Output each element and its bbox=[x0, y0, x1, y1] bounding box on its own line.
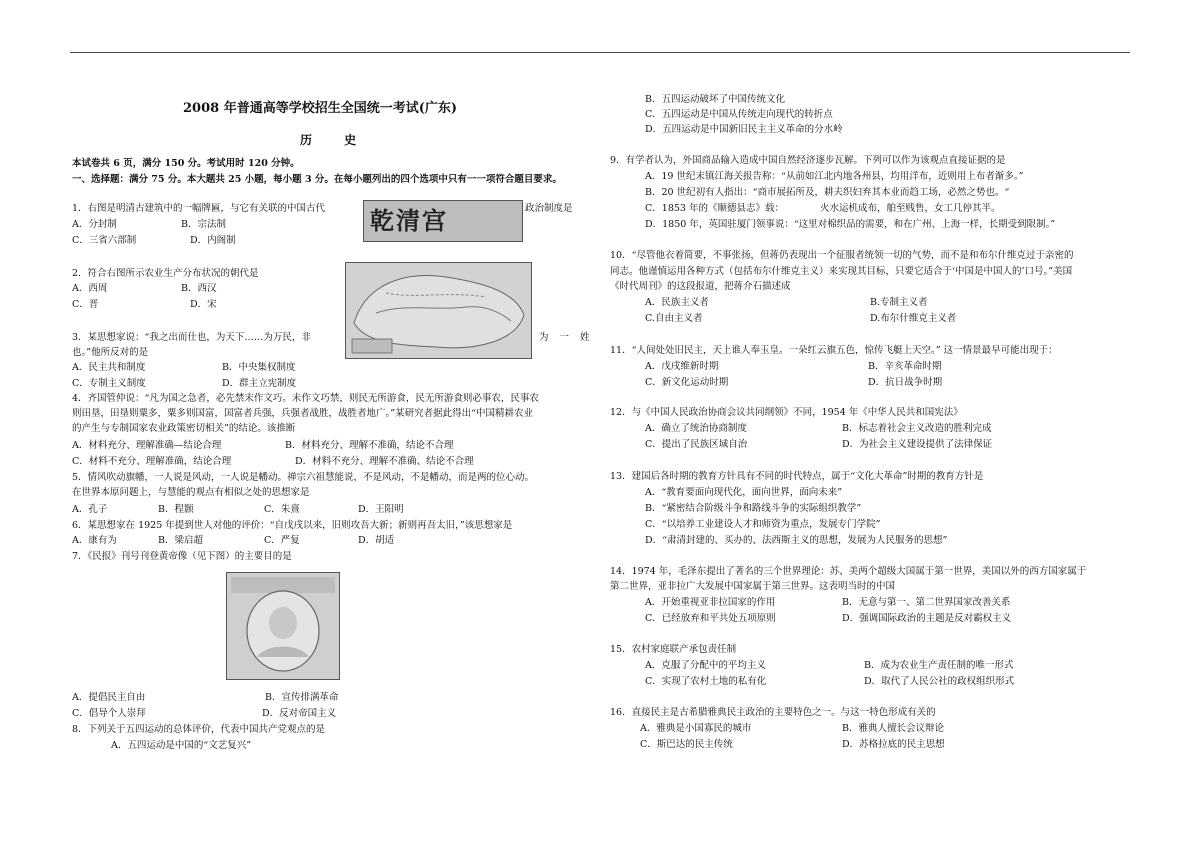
q14-stem-line1: 14．1974 年，毛泽东提出了著名的三个世界理论：苏、美两个超级大国属于第一世界，美国以外的西方国家属于 bbox=[610, 566, 1087, 577]
yellow-emperor-portrait-image bbox=[226, 572, 340, 680]
q5-stem-line1: 5．情风吹动旗幡，一人说是风动，一人说是幡动。禅宗六祖慧能说，不是风动，不是幡动，而是两的位心动。 bbox=[72, 472, 535, 483]
q10-option-c: C.自由主义者 bbox=[645, 313, 703, 324]
q2-option-b: B．西汉 bbox=[181, 283, 217, 294]
q15-option-a: A．克服了分配中的平均主义 bbox=[645, 660, 766, 671]
header-rule bbox=[70, 52, 1130, 53]
q4-option-b: B．材料充分、理解不准确，结论不合理 bbox=[285, 440, 454, 451]
q11-option-c: C．新文化运动时期 bbox=[645, 377, 729, 388]
q16-option-a: A．雅典是小国寡民的城市 bbox=[640, 723, 752, 734]
q3-option-d: D．群主立宪制度 bbox=[222, 378, 297, 389]
q3-stem-tail: 为 一 姓 bbox=[539, 332, 590, 343]
q16-option-b: B．雅典人擅长会议辩论 bbox=[842, 723, 944, 734]
q7-option-d: D．反对帝国主义 bbox=[262, 708, 337, 719]
q3-stem: 3．某思想家说：“我之出而仕也，为天下……为万民，非 bbox=[72, 332, 311, 343]
q13-option-b: B．“紧密结合阶级斗争和路线斗争的实际组织教学” bbox=[645, 503, 862, 514]
q7-option-b: B．宣传排满革命 bbox=[265, 692, 339, 703]
q1-option-b: B．宗法制 bbox=[181, 219, 226, 230]
q15-stem: 15．农村家庭联产承包责任制 bbox=[610, 644, 737, 655]
q16-option-d: D．苏格拉底的民主思想 bbox=[842, 739, 945, 750]
q2-option-d: D．宋 bbox=[190, 299, 217, 310]
q3-stem-end: 也。”他所反对的是 bbox=[72, 347, 149, 358]
q4-option-a: A．材料充分、理解准确—结论合理 bbox=[72, 440, 222, 451]
plaque-image bbox=[363, 200, 523, 242]
q9-option-d: D．1850 年，英国驻厦门领事说：“这里对棉织品的需要，和在广州、上海一样，长期受到限制。” bbox=[645, 219, 1056, 230]
q2-stem: 2．符合右图所示农业生产分布状况的朝代是 bbox=[72, 268, 259, 279]
exam-title: 2008 年普通高等学校招生全国统一考试(广东) bbox=[183, 101, 458, 116]
q11-option-a: A．戊戌维新时期 bbox=[645, 361, 719, 372]
q3-option-b: B．中央集权制度 bbox=[222, 362, 296, 373]
q11-stem: 11．“人间处处旧民主，天上谁人奉玉皇。一朵红云旗五色，惊传飞艇上天空。” 这一情景最早可能出现于： bbox=[610, 345, 1058, 356]
q4-stem-line3: 的产生与专制国家农业政策密切相关”的结论。该推断 bbox=[72, 423, 296, 434]
q12-option-a: A．确立了统治协商制度 bbox=[645, 423, 747, 434]
q9-option-a: A．19 世纪末镇江海关报告称：“从前如江北内地各州县，均用洋布，近则用上布者渐多。” bbox=[645, 171, 1024, 182]
q7-stem: 7．《民报》刊号刊登黄帝像（见下图）的主要目的是 bbox=[72, 551, 292, 562]
q10-option-d: D.布尔什维克主义者 bbox=[870, 313, 957, 324]
q14-option-b: B．无意与第一、第二世界国家改善关系 bbox=[842, 597, 1011, 608]
q10-stem-line3: 《时代周刊》的这段报道，把蒋介石描述成 bbox=[610, 281, 791, 292]
subject-title: 历 史 bbox=[300, 133, 371, 147]
q14-option-a: A．开始重视亚非拉国家的作用 bbox=[645, 597, 776, 608]
q13-option-a: A．“教育要面向现代化，面向世界，面向未来” bbox=[645, 487, 843, 498]
q1-stem-tail: 政治制度是 bbox=[525, 203, 573, 214]
q14-option-c: C．已经放弃和平共处五项原则 bbox=[645, 613, 776, 624]
q10-stem-line2: 同志。他谨慎运用各种方式（包括布尔什维克主义）来实现其目标，只要它适合于‘中国是中国人的’口号。”美国 bbox=[610, 266, 1073, 277]
q4-stem-line1: 4．齐国管仲说：“凡为国之急者，必先禁末作文巧。未作文巧禁，则民无所游食，民无所游食则必事农，民事农 bbox=[72, 393, 539, 404]
portrait-illustration bbox=[227, 573, 339, 679]
q3-option-c: C．专制主义制度 bbox=[72, 378, 146, 389]
q12-option-b: B．标志着社会主义改造的胜利完成 bbox=[842, 423, 992, 434]
q1-option-c: C．三省六部制 bbox=[72, 235, 137, 246]
q10-option-b: B.专制主义者 bbox=[870, 297, 928, 308]
q6-option-c: C．严复 bbox=[264, 535, 300, 546]
q2-option-c: C．晋 bbox=[72, 299, 99, 310]
q15-option-c: C．实现了农村土地的私有化 bbox=[645, 676, 767, 687]
q9-option-c: C．1853 年的《顺德县志》载： bbox=[645, 203, 784, 214]
map-illustration bbox=[346, 263, 531, 358]
q10-option-a: A．民族主义者 bbox=[645, 297, 709, 308]
exam-info: 本试卷共 6 页，满分 150 分。考试用时 120 分钟。 bbox=[72, 158, 300, 169]
q4-option-d: D．材料不充分、理解不准确、结论不合理 bbox=[295, 456, 474, 467]
q15-option-b: B．成为农业生产责任制的唯一形式 bbox=[864, 660, 1014, 671]
q1-option-d: D．内阁制 bbox=[190, 235, 236, 246]
q14-option-d: D．强调国际政治的主题是反对霸权主义 bbox=[842, 613, 1012, 624]
q8-option-d: D．五四运动是中国新旧民主主义革命的分水岭 bbox=[645, 124, 843, 135]
q8-option-c: C．五四运动是中国从传统走向现代的转折点 bbox=[645, 109, 833, 120]
plaque-text: 乾清宫 bbox=[370, 207, 448, 235]
q6-option-d: D．胡适 bbox=[358, 535, 395, 546]
agriculture-map-image bbox=[345, 262, 532, 359]
q9-option-b: B．20 世纪初有人指出：“商市展拓所及，耕夫织妇弃其本业而趋工场，必然之势也。“ bbox=[645, 187, 1010, 198]
q13-option-c: C．“以培养工业建设人才和师资为重点，发展专门学院” bbox=[645, 519, 881, 530]
q6-stem: 6．某思想家在 1925 年提到世人对他的评价：“自戊戌以来，旧则攻吾大新；新则再吾太旧，”该思想家是 bbox=[72, 520, 513, 531]
q8-option-b: B．五四运动破坏了中国传统文化 bbox=[645, 94, 785, 105]
q13-stem: 13．建国后各时期的教育方针具有不同的时代特点，属于“文化大革命”时期的教育方针是 bbox=[610, 471, 984, 482]
q1-stem: 1．右图是明清古建筑中的一幅牌匾，与它有关联的中国古代 bbox=[72, 203, 326, 214]
q7-option-c: C．倡导个人崇拜 bbox=[72, 708, 146, 719]
q14-stem-line2: 第二世界，亚非拉广大发展中国家属于第三世界。这表明当时的中国 bbox=[610, 581, 896, 592]
q4-stem-line2: 则田垦，田垦则粟多，粟多则国富，国富者兵强，兵强者战胜，战胜者地广。”某研究者据此得出“中国精耕农业 bbox=[72, 408, 533, 419]
q7-option-a: A．提倡民主自由 bbox=[72, 692, 146, 703]
q3-option-a: A．民主共和制度 bbox=[72, 362, 146, 373]
q16-option-c: C．斯巴达的民主传统 bbox=[640, 739, 733, 750]
q9-stem: 9．有学者认为，外国商品输入造成中国自然经济逐步瓦解。下列可以作为该观点直接证据的是 bbox=[610, 155, 1006, 166]
q12-option-d: D．为社会主义建设提供了法律保证 bbox=[842, 439, 993, 450]
q15-option-d: D．取代了人民公社的政权组织形式 bbox=[864, 676, 1015, 687]
q8-option-a: A．五四运动是中国的“文艺复兴” bbox=[111, 740, 252, 751]
q16-stem: 16．直接民主是古希腊雅典民主政治的主要特色之一。与这一特色形成有关的 bbox=[610, 707, 936, 718]
q5-stem-line2: 在世界本原问题上，与慧能的观点有相似之处的思想家是 bbox=[72, 487, 310, 498]
q6-option-a: A．康有为 bbox=[72, 535, 117, 546]
section-instructions: 一、选择题：满分 75 分。本大题共 25 小题，每小题 3 分。在每小题列出的四个选项中只有一一项符合题目要求。 bbox=[72, 174, 562, 185]
q1-option-a: A．分封制 bbox=[72, 219, 117, 230]
q6-option-b: B．梁启超 bbox=[158, 535, 203, 546]
q9-option-c-tail: 火水运机成布，舶至贱售，女工几停其半。 bbox=[820, 203, 1001, 214]
q11-option-b: B．辛亥革命时期 bbox=[868, 361, 942, 372]
q13-option-d: D．“肃清封建的、买办的、法西斯主义的思想，发展为人民服务的思想” bbox=[645, 535, 948, 546]
q5-option-a: A．孔子 bbox=[72, 504, 108, 515]
q2-option-a: A．西周 bbox=[72, 283, 108, 294]
q12-option-c: C．提出了民族区域自治 bbox=[645, 439, 748, 450]
q8-stem: 8．下列关于五四运动的总体评价，代表中国共产党观点的是 bbox=[72, 724, 326, 735]
q11-option-d: D．抗日战争时期 bbox=[868, 377, 943, 388]
q4-option-c: C．材料不充分、理解准确，结论合理 bbox=[72, 456, 232, 467]
q5-option-d: D．王阳明 bbox=[358, 504, 404, 515]
q5-option-b: B．程颢 bbox=[158, 504, 194, 515]
q10-stem-line1: 10．“尽管他衣着简要，不事张扬，但蒋仍表现出一个征服者统领一切的气势，而不是和布尔什维克过于亲密的 bbox=[610, 250, 1074, 261]
q12-stem: 12．与《中国人民政治协商会议共同纲领》不同，1954 年《中华人民共和国宪法》 bbox=[610, 407, 963, 418]
q5-option-c: C．朱熹 bbox=[264, 504, 300, 515]
